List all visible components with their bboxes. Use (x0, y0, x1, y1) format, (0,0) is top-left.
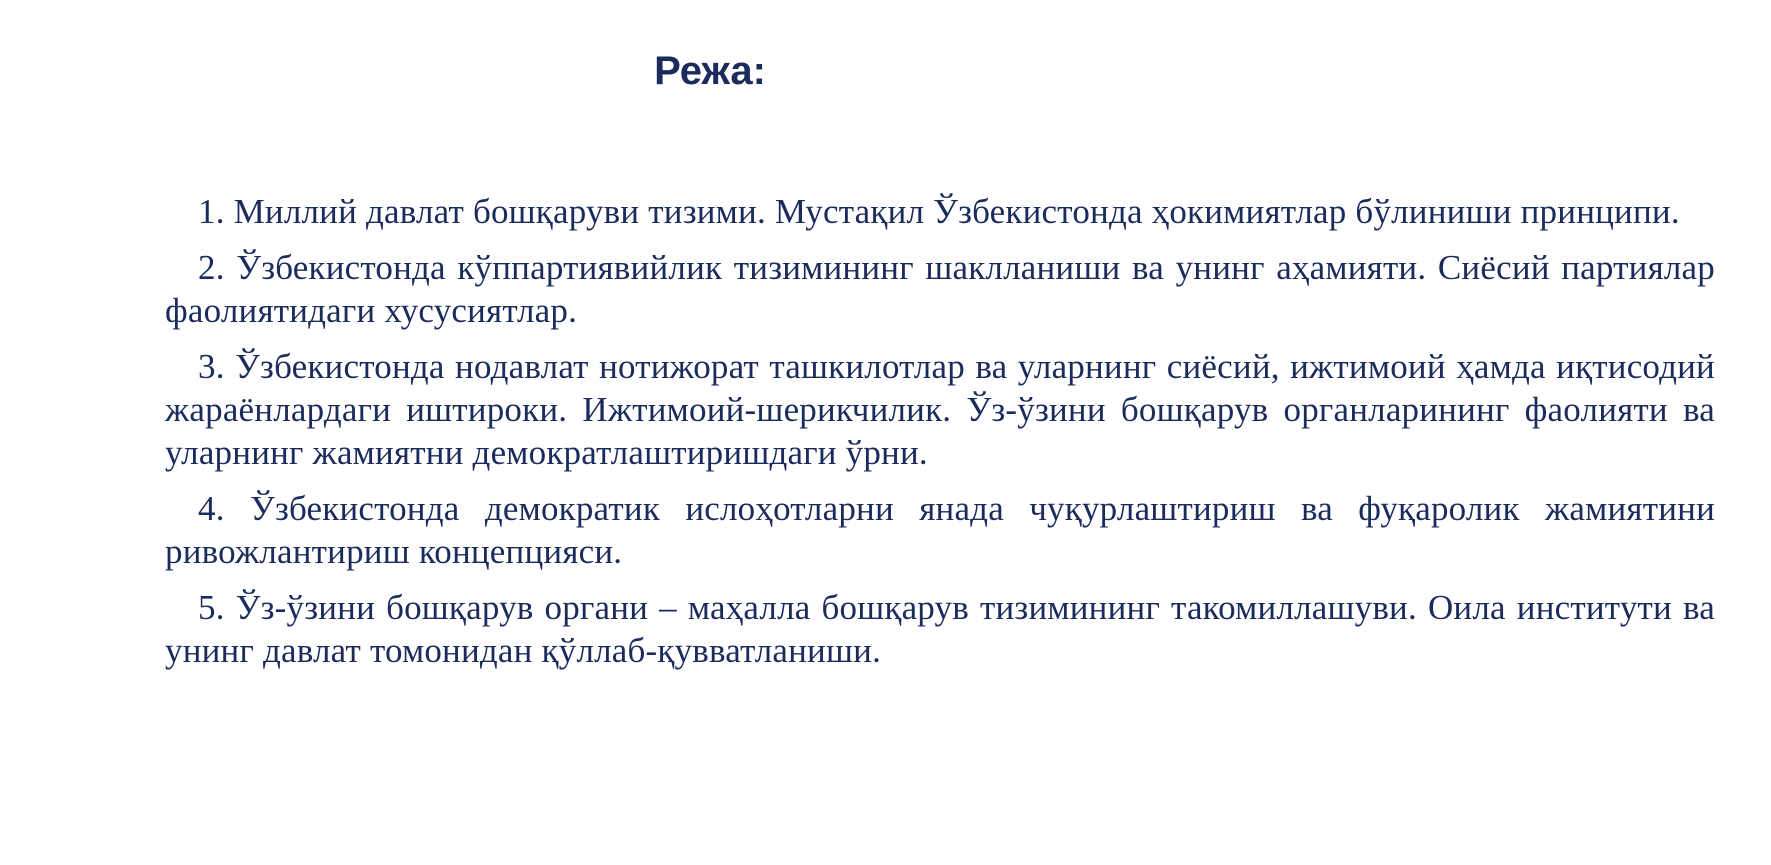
plan-item-5: 5. Ўз-ўзини бошқарув органи – маҳалла бошқарув тизимининг такомиллашуви. Оила институти ва унинг давлат томонидан қўллаб-қувватланиши. (165, 588, 1715, 670)
plan-item-3: 3. Ўзбекистонда нодавлат нотижорат ташкилотлар ва уларнинг сиёсий, ижтимоий ҳамда иқтисодий жараёнлардаги иштироки. Ижтимоий-шерикчилик. Ўз-ўзини бошқарув органларининг фаолияти ва уларнинг жамиятни демократлаштиришдаги ўрни. (165, 347, 1715, 472)
page-title: Режа: (654, 49, 766, 93)
plan-item-1: 1. Миллий давлат бошқаруви тизими. Мустақил Ўзбекистонда ҳокимиятлар бўлиниши принципи. (198, 192, 1680, 231)
plan-item-2: 2. Ўзбекистонда кўппартиявийлик тизимининг шаклланиши ва унинг аҳамияти. Сиёсий партиялар фаолиятидаги хусусиятлар. (165, 248, 1715, 330)
plan-list (165, 190, 1715, 685)
plan-item-4: 4. Ўзбекистонда демократик ислоҳотларни янада чуқурлаштириш ва фуқаролик жамиятини ривожлантириш концепцияси. (165, 489, 1715, 571)
